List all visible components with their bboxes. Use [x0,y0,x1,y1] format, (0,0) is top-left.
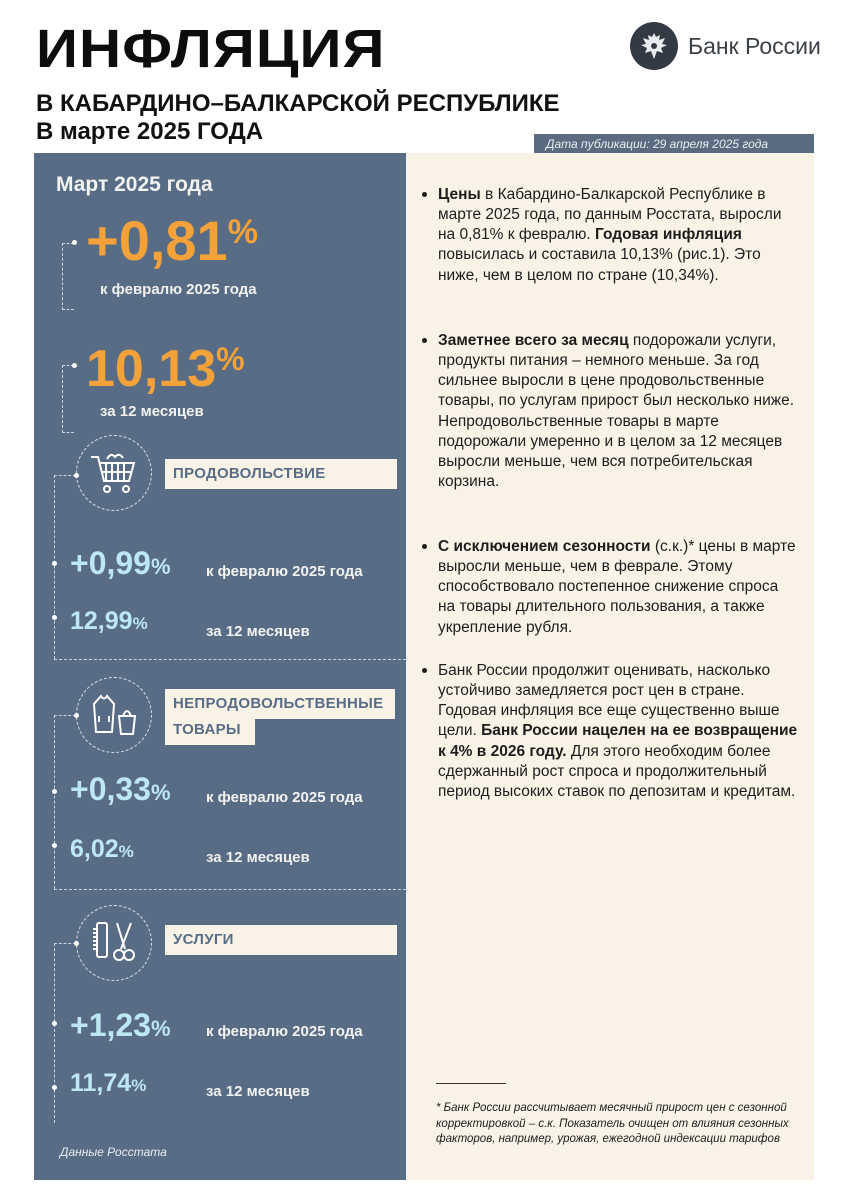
services-monthly-label: к февралю 2025 года [206,1023,363,1040]
connector-line [54,943,76,944]
connector-line [54,475,76,476]
shopping-cart-icon [76,435,152,511]
category-label-nonfood-line2: ТОВАРЫ [165,715,255,745]
bullet-dot [74,713,79,718]
services-annual-value: 11,74% [70,1069,147,1097]
category-label-food: ПРОДОВОЛЬСТВИЕ [165,459,397,489]
food-annual-value: 12,99% [70,607,148,635]
bullet-dot [52,615,57,620]
bullet-dot [52,1085,57,1090]
nonfood-monthly-value: +0,33% [70,771,171,807]
category-label-services: УСЛУГИ [165,925,397,955]
monthly-inflation-value: +0,81% [86,209,258,272]
monthly-inflation-label: к февралю 2025 года [100,281,257,298]
nonfood-annual-label: за 12 месяцев [206,849,310,866]
page-title: ИНФЛЯЦИЯ [36,19,386,79]
nonfood-annual-value: 6,02% [70,835,134,863]
subtitle-region: В КАБАРДИНО–БАЛКАРСКОЙ РЕСПУБЛИКЕ [36,90,560,117]
bullet-dot [74,473,79,478]
services-monthly-value: +1,23% [70,1007,171,1043]
connector-line [54,659,406,660]
comb-scissors-icon [76,905,152,981]
data-source: Данные Росстата [60,1145,167,1159]
food-monthly-label: к февралю 2025 года [206,563,363,580]
connector-line [54,475,55,659]
clothes-bag-icon [76,677,152,753]
paragraph-monthly: Заметнее всего за месяц подорожали услуги, продукты питания – немного меньше. За год сильнее выросли в цене продовольственные товары, по услугам прирост был несколько ниже. Непродовольственные товары в марте подорожали умеренно и в целом за 12 месяцев выросли меньше, чем вся потребительская корзина. [438,331,798,492]
bullet-dot [74,941,79,946]
publication-date: Дата публикации: 29 апреля 2025 года [534,134,814,154]
bullet-dot [52,1021,57,1026]
paragraph-outlook: Банк России продолжит оценивать, насколько устойчиво замедляется рост цен в стране. Годовая инфляция все еще существенно выше цели. Банк России нацелен на ее возвращение к 4% в 2026 году. Для этого необходим более сдержанный рост спроса и продолжительный период высоких ставок по депозитам и кредитам. [438,661,798,802]
bullet-dot [422,338,427,343]
connector-line [54,715,55,889]
connector-line [54,889,406,890]
left-stats-panel [34,153,406,1180]
paragraph-prices: Цены в Кабардино-Балкарской Республике в марте 2025 года, по данным Росстата, выросли на 0,81% к февралю. Годовая инфляция повысилась и составила 10,13% (рис.1). Это ниже, чем в целом по стране (10,34%). [438,185,798,286]
connector-line [54,715,76,716]
bullet-dot [422,668,427,673]
eagle-emblem-icon [630,22,678,70]
bullet-dot [52,561,57,566]
footnote: * Банк России рассчитывает месячный прирост цен с сезонной корректировкой – с.к. Показатель очищен от влияния сезонных факторов, например, урожая, ежегодной индексации тарифов [436,1102,789,1146]
bracket-decoration [62,365,74,433]
footnote-divider [436,1083,506,1084]
subtitle-period: В марте 2025 ГОДА [36,118,264,145]
annual-inflation-value: 10,13% [86,340,245,398]
logo-text: Банк России [688,32,821,59]
food-annual-label: за 12 месяцев [206,623,310,640]
right-text-panel [406,153,814,1180]
bullet-dot [72,240,77,245]
category-label-nonfood-line1: НЕПРОДОВОЛЬСТВЕННЫЕ [165,689,395,719]
period-label: Март 2025 года [56,173,213,196]
bracket-decoration [62,243,74,310]
bullet-dot [422,192,427,197]
bullet-dot [422,544,427,549]
bullet-dot [52,843,57,848]
nonfood-monthly-label: к февралю 2025 года [206,789,363,806]
annual-inflation-label: за 12 месяцев [100,403,204,420]
connector-line [54,943,55,1123]
bullet-dot [52,789,57,794]
services-annual-label: за 12 месяцев [206,1083,310,1100]
bullet-dot [72,363,77,368]
food-monthly-value: +0,99% [70,545,171,581]
paragraph-seasonal: С исключением сезонности (с.к.)* цены в марте выросли меньше, чем в феврале. Этому способствовало постепенное снижение спроса на товары длительного пользования, а также укрепление рубля. [438,537,798,638]
bank-logo [630,22,821,70]
